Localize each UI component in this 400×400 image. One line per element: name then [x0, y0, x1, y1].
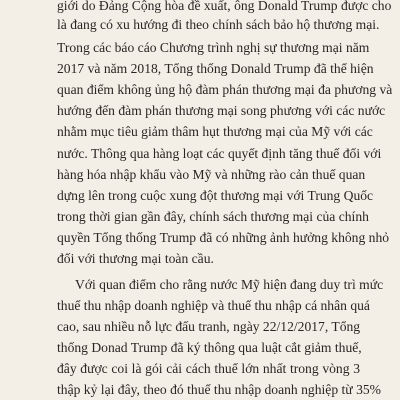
text-line: quyền Tổng thống Trump đã có những ảnh hưởng không nhỏ — [57, 230, 390, 245]
text-line: Với quan điểm cho rằng nước Mỹ hiện đang duy trì mức — [75, 277, 384, 292]
text-line: nước. Thông qua hàng loạt các quyết định tăng thuế đối với — [57, 146, 382, 161]
text-line: thập kỷ lại đây, theo đó thuế thu nhập doanh nghiệp từ 35% — [57, 382, 381, 397]
text-line: là đang có xu hướng đi theo chính sách bảo hộ thương mại. — [57, 17, 380, 32]
text-line: nhằm mục tiêu giảm thâm hụt thương mại của Mỹ với các — [57, 124, 373, 139]
text-line: Trong các báo cáo Chương trình nghị sự thương mại năm — [57, 40, 370, 55]
text-line: thuế thu nhập doanh nghiệp và thuế thu nhập cá nhân quá — [57, 298, 370, 313]
text-line: trong thời gian gần đây, chính sách thương mại của chính — [57, 209, 369, 224]
text-line: hàng hóa nhập khẩu vào Mỹ và những rào cản thuế quan — [57, 167, 366, 182]
text-line: đây được coi là gói cải cách thuế lớn nhất trong vòng 3 — [57, 361, 360, 376]
text-line: giới do Đảng Cộng hòa đề xuất, ông Donald Trump được cho — [57, 0, 392, 13]
text-line: 2017 và năm 2018, Tổng thống Donald Trump đã thể hiện — [57, 61, 374, 76]
text-line: dựng lên trong cuộc xung đột thương mại với Trung Quốc — [57, 188, 374, 203]
text-line: quan điểm không ủng hộ đàm phán thương mại đa phương và — [57, 82, 393, 97]
text-line: đối với thương mại toàn cầu. — [57, 251, 214, 266]
text-line: cao, sau nhiều nỗ lực đấu tranh, ngày 22/12/2017, Tổng — [57, 319, 361, 334]
text-line: thống Donad Trump đã ký thông qua luật cắt giảm thuế, — [57, 340, 362, 355]
text-line: hướng đến đàm phán thương mại song phương với các nước — [57, 103, 386, 118]
